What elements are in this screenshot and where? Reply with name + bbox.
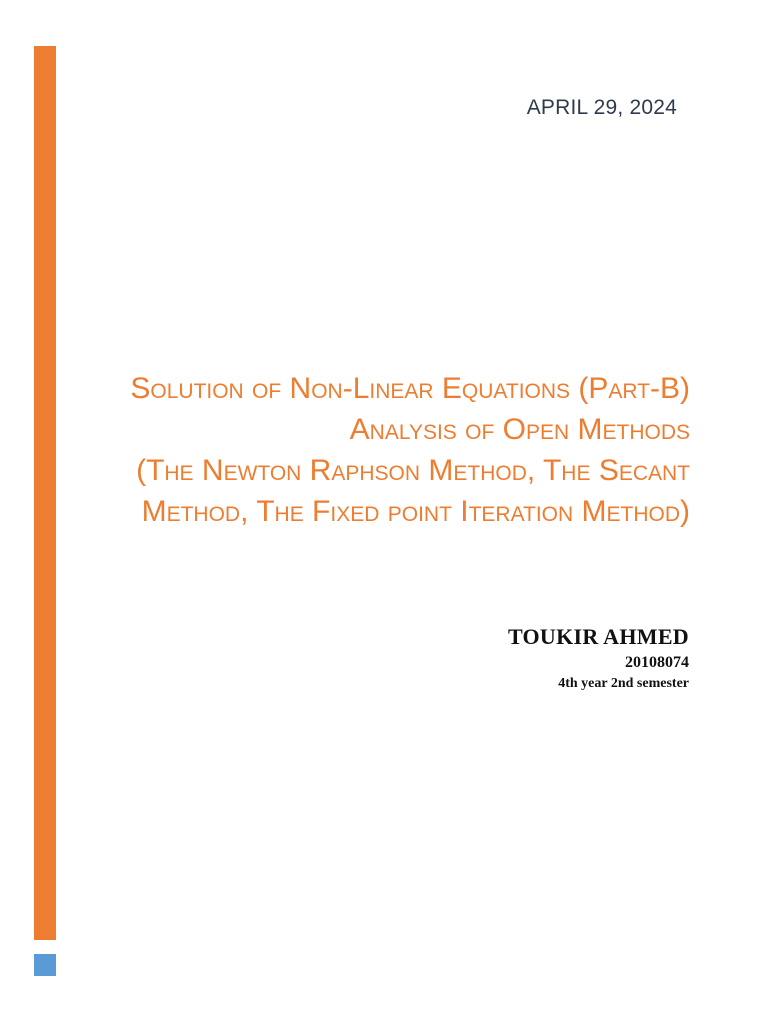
title-line-1: Solution of Non-Linear Equations (Part-B): [130, 372, 690, 405]
document-title: [50, 368, 690, 532]
title-line-4: Method, The Fixed point Iteration Method): [141, 495, 690, 528]
title-line-2: Analysis of Open Methods: [349, 413, 690, 446]
semester-info: 4th year 2nd semester: [558, 676, 689, 691]
student-id: 20108074: [625, 654, 689, 671]
title-line-3: (The Newton Raphson Method, The Secant: [136, 454, 690, 487]
blue-corner-square: [34, 954, 56, 976]
document-date: APRIL 29, 2024: [526, 96, 677, 119]
author-block: [508, 622, 689, 694]
author-name: TOUKIR AHMED: [507, 624, 689, 649]
